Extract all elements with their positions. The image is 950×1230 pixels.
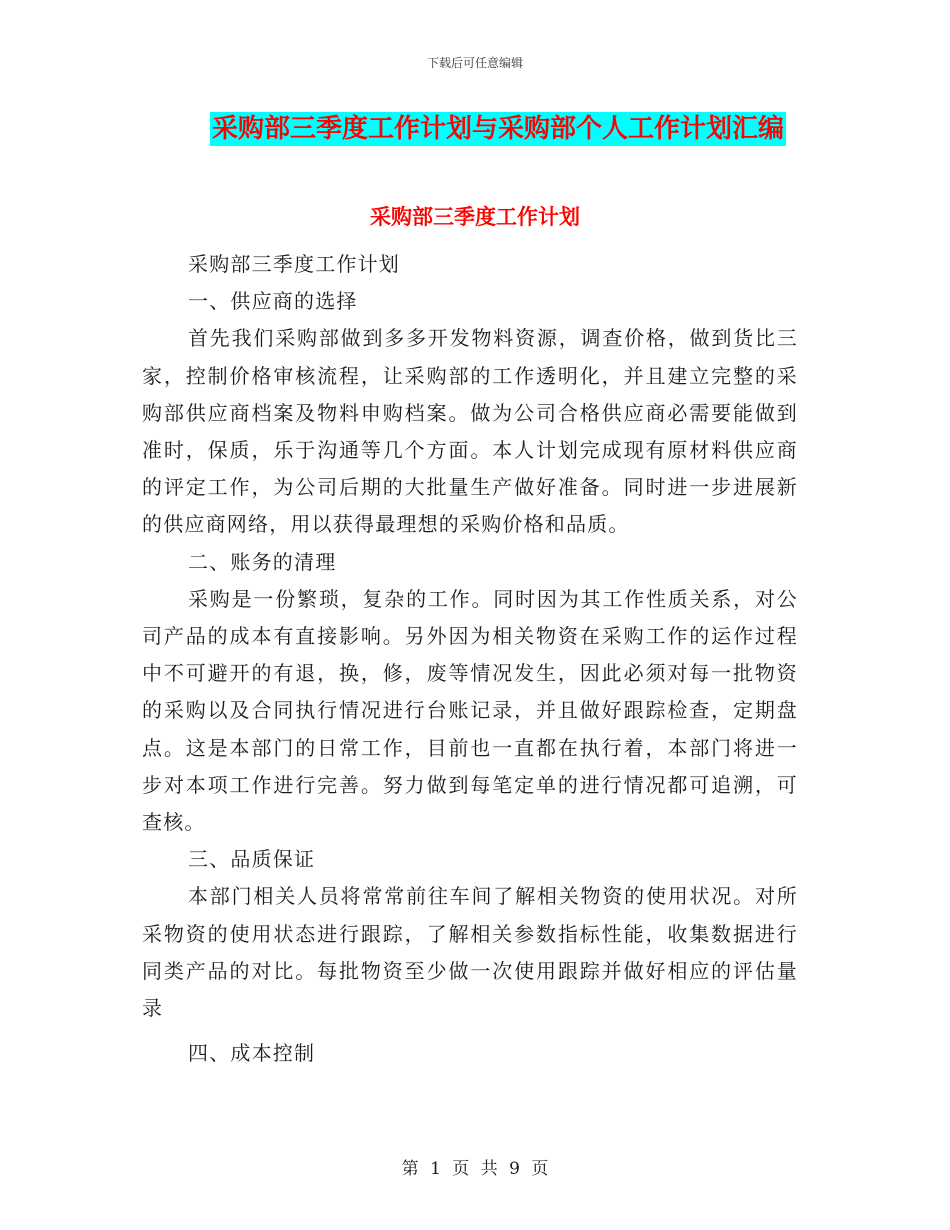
paragraph-account-clearing: 采购是一份繁琐，复杂的工作。同时因为其工作性质关系，对公司产品的成本有直接影响。另外因为相关物资在采购工作的运作过程中不可避开的有退，换，修，废等情况发生，因此必须对每一批物资的采购以及合同执行情况进行台账记录，并且做好跟踪检查，定期盘点。这是本部门的日常工作，目前也一直都在执行着，本部门将进一步对本项工作进行完善。努力做到每笔定单的进行情况都可追溯，可查核。: [142, 586, 798, 835]
section-title: 采购部三季度工作计划: [370, 205, 580, 229]
heading-quality-assurance: 三、品质保证: [188, 847, 316, 872]
main-title: 采购部三季度工作计划与采购部个人工作计划汇编: [211, 114, 784, 144]
heading-supplier-selection: 一、供应商的选择: [188, 289, 358, 314]
page-footer: 第 1 页 共 9 页: [401, 1159, 549, 1179]
document-body: [142, 246, 798, 1072]
main-title-wrap: [0, 112, 950, 146]
paragraph-supplier-selection: 首先我们采购部做到多多开发物料资源，调查价格，做到货比三家，控制价格审核流程，让采购部的工作透明化，并且建立完整的采购部供应商档案及物料申购档案。做为公司合格供应商必需要能做到准时，保质，乐于沟通等几个方面。本人计划完成现有原材料供应商的评定工作，为公司后期的大批量生产做好准备。同时进一步进展新的供应商网络，用以获得最理想的采购价格和品质。: [142, 326, 798, 537]
heading-account-clearing: 二、账务的清理: [188, 549, 337, 574]
heading-cost-control: 四、成本控制: [188, 1041, 316, 1066]
paragraph-subtitle: 采购部三季度工作计划: [188, 252, 400, 276]
paragraph-quality-assurance: 本部门相关人员将常常前往车间了解相关物资的使用状况。对所采物资的使用状态进行跟踪，了解相关参数指标性能，收集数据进行同类产品的对比。每批物资至少做一次使用跟踪并做好相应的评估量录: [142, 884, 798, 1021]
header-note: 下载后可任意编辑: [426, 56, 523, 70]
